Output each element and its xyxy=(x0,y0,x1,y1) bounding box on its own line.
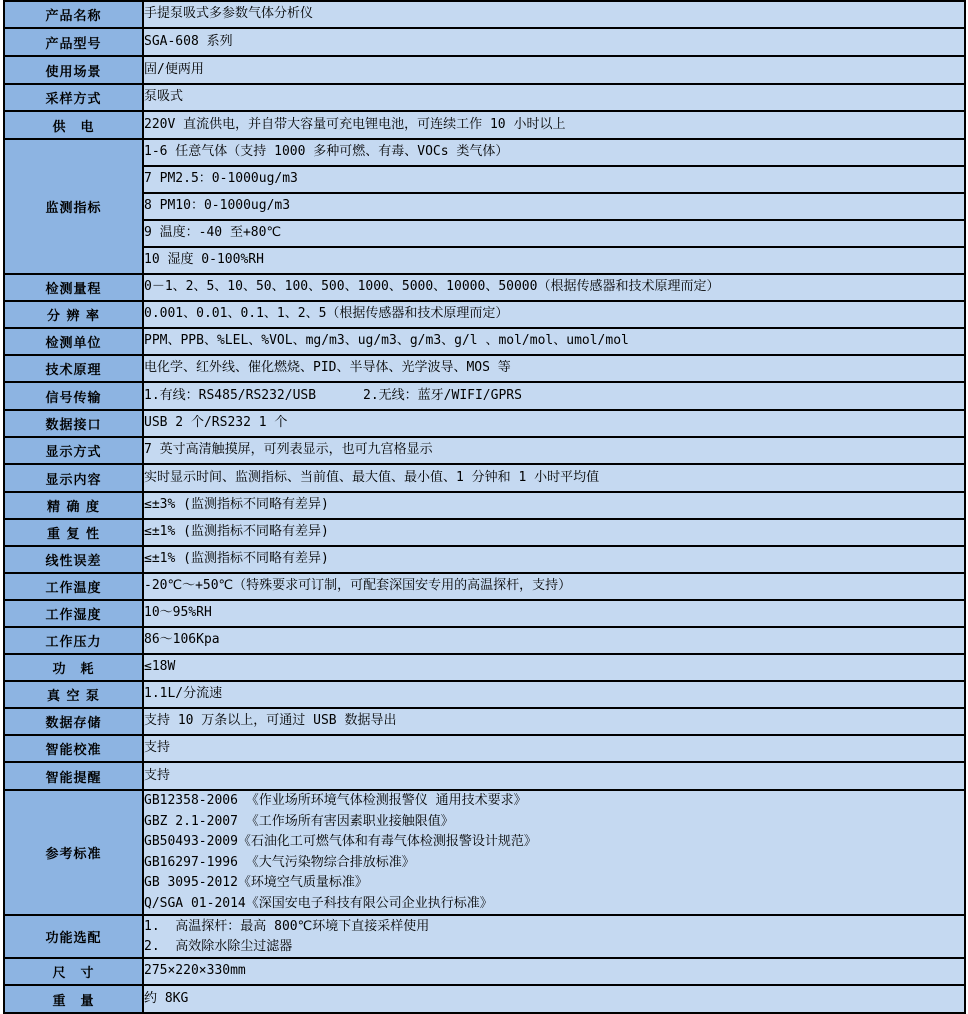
table-row xyxy=(4,600,965,627)
spec-value: 10 湿度 0-100%RH xyxy=(143,247,965,274)
spec-label: 数据存储 xyxy=(4,708,143,735)
table-row xyxy=(4,193,965,220)
spec-label: 检测单位 xyxy=(4,328,143,355)
table-row xyxy=(4,464,965,492)
spec-value: 手提泵吸式多参数气体分析仪 xyxy=(143,1,965,28)
table-row xyxy=(4,681,965,708)
table-row xyxy=(4,274,965,301)
table-row xyxy=(4,56,965,84)
spec-label: 智能校准 xyxy=(4,735,143,762)
table-row xyxy=(4,28,965,56)
table-row xyxy=(4,627,965,654)
spec-label: 功 耗 xyxy=(4,654,143,681)
table-row xyxy=(4,790,965,915)
spec-value: 220V 直流供电，并自带大容量可充电锂电池，可连续工作 10 小时以上 xyxy=(143,111,965,139)
table-row xyxy=(4,220,965,247)
spec-value: USB 2 个/RS232 1 个 xyxy=(143,410,965,437)
spec-label: 产品型号 xyxy=(4,28,143,56)
table-row xyxy=(4,166,965,193)
spec-value: 支持 xyxy=(143,762,965,790)
table-row xyxy=(4,301,965,328)
spec-value-line: GBZ 2.1-2007 《工作场所有害因素职业接触限值》 xyxy=(144,813,454,829)
spec-value: 1-6 任意气体（支持 1000 多种可燃、有毒、VOCs 类气体） xyxy=(143,139,965,166)
table-row xyxy=(4,84,965,111)
spec-value: 7 英寸高清触摸屏，可列表显示，也可九宫格显示 xyxy=(143,437,965,464)
table-row xyxy=(4,111,965,139)
spec-label: 技术原理 xyxy=(4,355,143,382)
spec-value xyxy=(143,790,965,915)
table-row xyxy=(4,573,965,600)
table-row xyxy=(4,519,965,546)
spec-value: 支持 10 万条以上，可通过 USB 数据导出 xyxy=(143,708,965,735)
spec-value: ≤±1% (监测指标不同略有差异) xyxy=(143,546,965,573)
spec-label: 使用场景 xyxy=(4,56,143,84)
spec-label: 检测量程 xyxy=(4,274,143,301)
spec-value: ≤±1% (监测指标不同略有差异) xyxy=(143,519,965,546)
spec-value: 1.有线：RS485/RS232/USB 2.无线：蓝牙/WIFI/GPRS xyxy=(143,382,965,410)
spec-value-line: 1. 高温探杆：最高 800℃环境下直接采样使用 xyxy=(144,919,430,934)
table-row xyxy=(4,355,965,382)
spec-value xyxy=(143,915,965,958)
table-row xyxy=(4,654,965,681)
spec-value: ≤±3% (监测指标不同略有差异) xyxy=(143,492,965,519)
table-row xyxy=(4,328,965,355)
spec-value-line: 2. 高效除水除尘过滤器 xyxy=(144,938,293,954)
spec-label: 参考标准 xyxy=(4,790,143,915)
spec-value: 1.1L/分流速 xyxy=(143,681,965,708)
product-spec-table xyxy=(3,0,966,1014)
spec-value: -20℃～+50℃（特殊要求可订制，可配套深国安专用的高温探杆，支持） xyxy=(143,573,965,600)
table-row xyxy=(4,1,965,28)
spec-label: 产品名称 xyxy=(4,1,143,28)
spec-label: 工作湿度 xyxy=(4,600,143,627)
spec-label: 尺 寸 xyxy=(4,958,143,985)
spec-value-line: GB12358-2006 《作业场所环境气体检测报警仪 通用技术要求》 xyxy=(144,793,527,808)
spec-value: 0－1、2、5、10、50、100、500、1000、5000、10000、50000（根据传感器和技术原理而定） xyxy=(143,274,965,301)
table-row xyxy=(4,247,965,274)
spec-value: 泵吸式 xyxy=(143,84,965,111)
spec-label: 显示内容 xyxy=(4,464,143,492)
table-row xyxy=(4,958,965,985)
table-row xyxy=(4,985,965,1013)
spec-value: SGA-608 系列 xyxy=(143,28,965,56)
spec-value-line: Q/SGA 01-2014《深国安电子科技有限公司企业执行标准》 xyxy=(144,895,493,911)
spec-table-body xyxy=(4,1,965,1013)
table-row xyxy=(4,492,965,519)
spec-label: 显示方式 xyxy=(4,437,143,464)
spec-value-line: GB16297-1996 《大气污染物综合排放标准》 xyxy=(144,854,415,870)
spec-label: 智能提醒 xyxy=(4,762,143,790)
spec-value: 支持 xyxy=(143,735,965,762)
spec-value: 固/便两用 xyxy=(143,56,965,84)
spec-label: 精 确 度 xyxy=(4,492,143,519)
spec-label: 监测指标 xyxy=(4,139,143,274)
spec-value: 9 温度：-40 至+80℃ xyxy=(143,220,965,247)
table-row xyxy=(4,708,965,735)
table-row xyxy=(4,437,965,464)
spec-value: 实时显示时间、监测指标、当前值、最大值、最小值、1 分钟和 1 小时平均值 xyxy=(143,464,965,492)
spec-value: 7 PM2.5：0-1000ug/m3 xyxy=(143,166,965,193)
spec-value: 0.001、0.01、0.1、1、2、5（根据传感器和技术原理而定） xyxy=(143,301,965,328)
spec-label: 信号传输 xyxy=(4,382,143,410)
spec-value: ≤18W xyxy=(143,654,965,681)
table-row xyxy=(4,382,965,410)
spec-label: 重 复 性 xyxy=(4,519,143,546)
spec-label: 真 空 泵 xyxy=(4,681,143,708)
spec-label: 功能选配 xyxy=(4,915,143,958)
spec-label: 采样方式 xyxy=(4,84,143,111)
spec-label: 分 辨 率 xyxy=(4,301,143,328)
table-row xyxy=(4,139,965,166)
table-row xyxy=(4,915,965,958)
spec-value: 10～95%RH xyxy=(143,600,965,627)
spec-value: 电化学、红外线、催化燃烧、PID、半导体、光学波导、MOS 等 xyxy=(143,355,965,382)
spec-value-line: GB 3095-2012《环境空气质量标准》 xyxy=(144,875,368,890)
table-row xyxy=(4,546,965,573)
spec-value: 约 8KG xyxy=(143,985,965,1013)
table-row xyxy=(4,735,965,762)
spec-label: 重 量 xyxy=(4,985,143,1013)
spec-label: 线性误差 xyxy=(4,546,143,573)
table-row xyxy=(4,762,965,790)
spec-label: 供 电 xyxy=(4,111,143,139)
spec-value: PPM、PPB、%LEL、%VOL、mg/m3、ug/m3、g/m3、g/l 、mol/mol、umol/mol xyxy=(143,328,965,355)
spec-value: 8 PM10：0-1000ug/m3 xyxy=(143,193,965,220)
spec-label: 工作压力 xyxy=(4,627,143,654)
spec-label: 数据接口 xyxy=(4,410,143,437)
spec-value: 86～106Kpa xyxy=(143,627,965,654)
spec-value: 275×220×330mm xyxy=(143,958,965,985)
table-row xyxy=(4,410,965,437)
spec-value-line: GB50493-2009《石油化工可燃气体和有毒气体检测报警设计规范》 xyxy=(144,834,537,849)
spec-label: 工作温度 xyxy=(4,573,143,600)
